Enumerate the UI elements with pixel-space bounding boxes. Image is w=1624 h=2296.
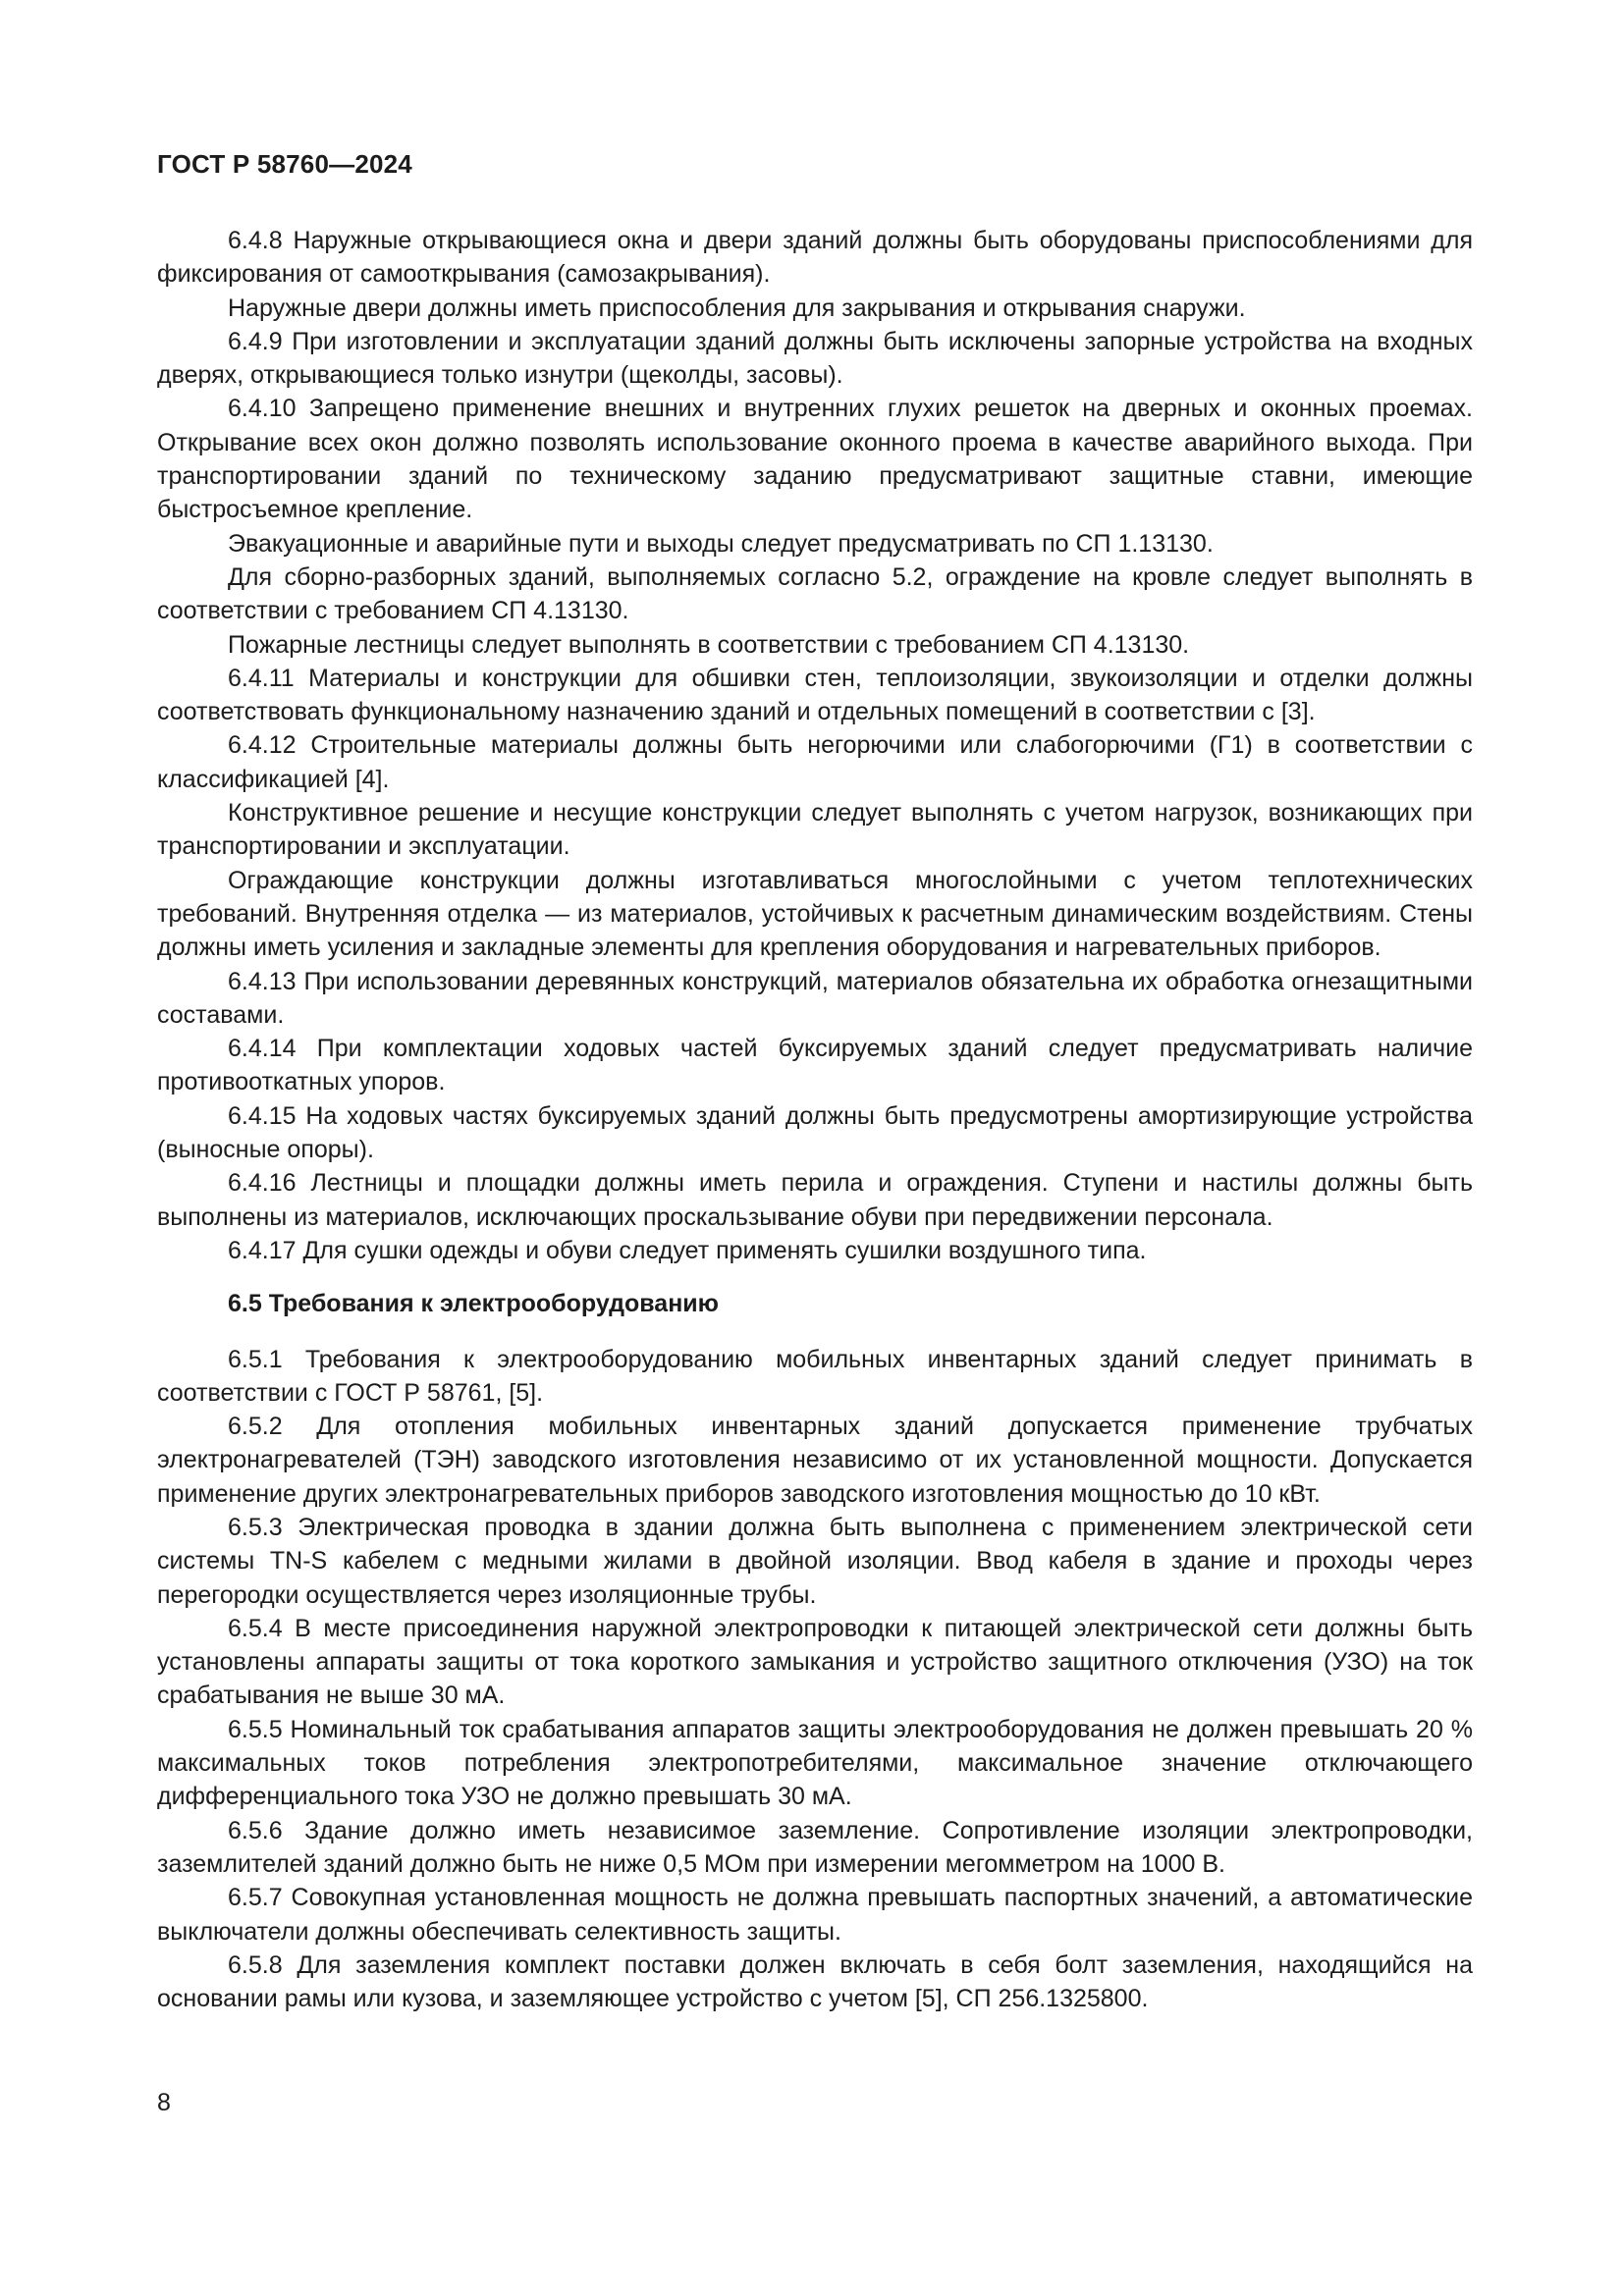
paragraph-6-4-13: 6.4.13 При использовании деревянных конструкций, материалов обязательна их обработка огнезащитными составами. [157, 967, 1473, 1029]
paragraph-6-4-15: 6.4.15 На ходовых частях буксируемых зданий должны быть предусмотрены амортизирующие устройства (выносные опоры). [157, 1101, 1473, 1164]
paragraph-6-5-7: 6.5.7 Совокупная установленная мощность не должна превышать паспортных значений, а автоматические выключатели должны обеспечивать селективность защиты. [157, 1884, 1473, 1946]
paragraph-6-4-14: 6.4.14 При комплектации ходовых частей буксируемых зданий следует предусматривать наличие противооткатных упоров. [157, 1035, 1473, 1096]
paragraph-6-5-3: 6.5.3 Электрическая проводка в здании должна быть выполнена с применением электрической сети системы TN-S кабелем с медными жилами в двойной изоляции. Ввод кабеля в здание и проходы через перегородки осуществляется через изоляционные трубы. [157, 1513, 1473, 1609]
paragraph-roof-fencing: Для сборно-разборных зданий, выполняемых согласно 5.2, ограждение на кровле следует выполнять в соответствии с требованием СП 4.13130. [157, 562, 1473, 625]
paragraph-6-4-17: 6.4.17 Для сушки одежды и обуви следует применять сушилки воздушного типа. [228, 1236, 1147, 1264]
paragraph-evacuation-routes: Эвакуационные и аварийные пути и выходы следует предусматривать по СП 1.13130. [228, 529, 1214, 558]
paragraph-6-5-6: 6.5.6 Здание должно иметь независимое заземление. Сопротивление изоляции электропроводки, заземлителей зданий должно быть не ниже 0,5 МОм при измерении мегомметром на 1000 В. [157, 1816, 1473, 1878]
document-body [157, 224, 1473, 2015]
document-header-title: ГОСТ Р 58760—2024 [157, 149, 412, 179]
paragraph-6-5-2: 6.5.2 Для отопления мобильных инвентарных зданий допускается применение трубчатых электронагревателей (ТЭН) заводского изготовления независимо от их установленной мощности. Допускается применение других электронагревательных приборов заводского изготовления мощностью до 10 кВт. [157, 1413, 1473, 1508]
paragraph-6-5-4: 6.5.4 В месте присоединения наружной электропроводки к питающей электрической сети должны быть установлены аппараты защиты от тока короткого замыкания и устройство защитного отключения (УЗО) на ток срабатывания не выше 30 мА. [157, 1614, 1473, 1710]
paragraph-6-5-8: 6.5.8 Для заземления комплект поставки должен включать в себя болт заземления, находящийся на основании рамы или кузова, и заземляющее устройство с учетом [5], СП 256.1325800. [157, 1950, 1473, 2013]
page-number: 8 [157, 2089, 171, 2116]
paragraph-6-4-11: 6.4.11 Материалы и конструкции для обшивки стен, теплоизоляции, звукоизоляции и отделки должны соответствовать функциональному назначению зданий и отдельных помещений в соответствии с [3]. [157, 664, 1473, 726]
section-heading-6-5: 6.5 Требования к электрооборудованию [228, 1290, 720, 1318]
paragraph-structural-solution: Конструктивное решение и несущие конструкции следует выполнять с учетом нагрузок, возникающих при транспортировании и эксплуатации. [157, 799, 1473, 861]
paragraph-6-5-5: 6.5.5 Номинальный ток срабатывания аппаратов защиты электрооборудования не должен превышать 20 % максимальных токов потребления электропотребителями, максимальное значение отключающего дифференциального тока УЗО не должно превышать 30 мА. [157, 1715, 1473, 1811]
paragraph-enclosing-structures: Ограждающие конструкции должны изготавливаться многослойными с учетом теплотехнических требований. Внутренняя отделка — из материалов, устойчивых к расчетным динамическим воздействиям. Стены должны иметь усиления и закладные элементы для крепления оборудования и нагревательных приборов. [157, 866, 1473, 962]
paragraph-6-5-1: 6.5.1 Требования к электрооборудованию мобильных инвентарных зданий следует принимать в соответствии с ГОСТ Р 58761, [5]. [157, 1345, 1473, 1407]
paragraph-6-4-12: 6.4.12 Строительные материалы должны быть негорючими или слабогорючими (Г1) в соответствии с классификацией [4]. [157, 731, 1473, 793]
paragraph-fire-stairs: Пожарные лестницы следует выполнять в соответствии с требованием СП 4.13130. [228, 630, 1190, 659]
paragraph-6-4-8: 6.4.8 Наружные открывающиеся окна и двери зданий должны быть оборудованы приспособлениями для фиксирования от самооткрывания (самозакрывания). [157, 227, 1473, 289]
paragraph-6-4-16: 6.4.16 Лестницы и площадки должны иметь перила и ограждения. Ступени и настилы должны быть выполнены из материалов, исключающих проскальзывание обуви при передвижении персонала. [157, 1169, 1473, 1231]
paragraph-6-4-10: 6.4.10 Запрещено применение внешних и внутренних глухих решеток на дверных и оконных проемах. Открывание всех окон должно позволять использование оконного проема в качестве аварийного выхода. При транспортировании зданий по техническому заданию предусматривают защитные ставни, имеющие быстросъемное крепление. [157, 395, 1473, 524]
paragraph-6-4-9: 6.4.9 При изготовлении и эксплуатации зданий должны быть исключены запорные устройства на входных дверях, открывающиеся только изнутри (щеколды, засовы). [157, 327, 1473, 390]
paragraph-outer-doors: Наружные двери должны иметь приспособления для закрывания и открывания снаружи. [228, 294, 1246, 322]
